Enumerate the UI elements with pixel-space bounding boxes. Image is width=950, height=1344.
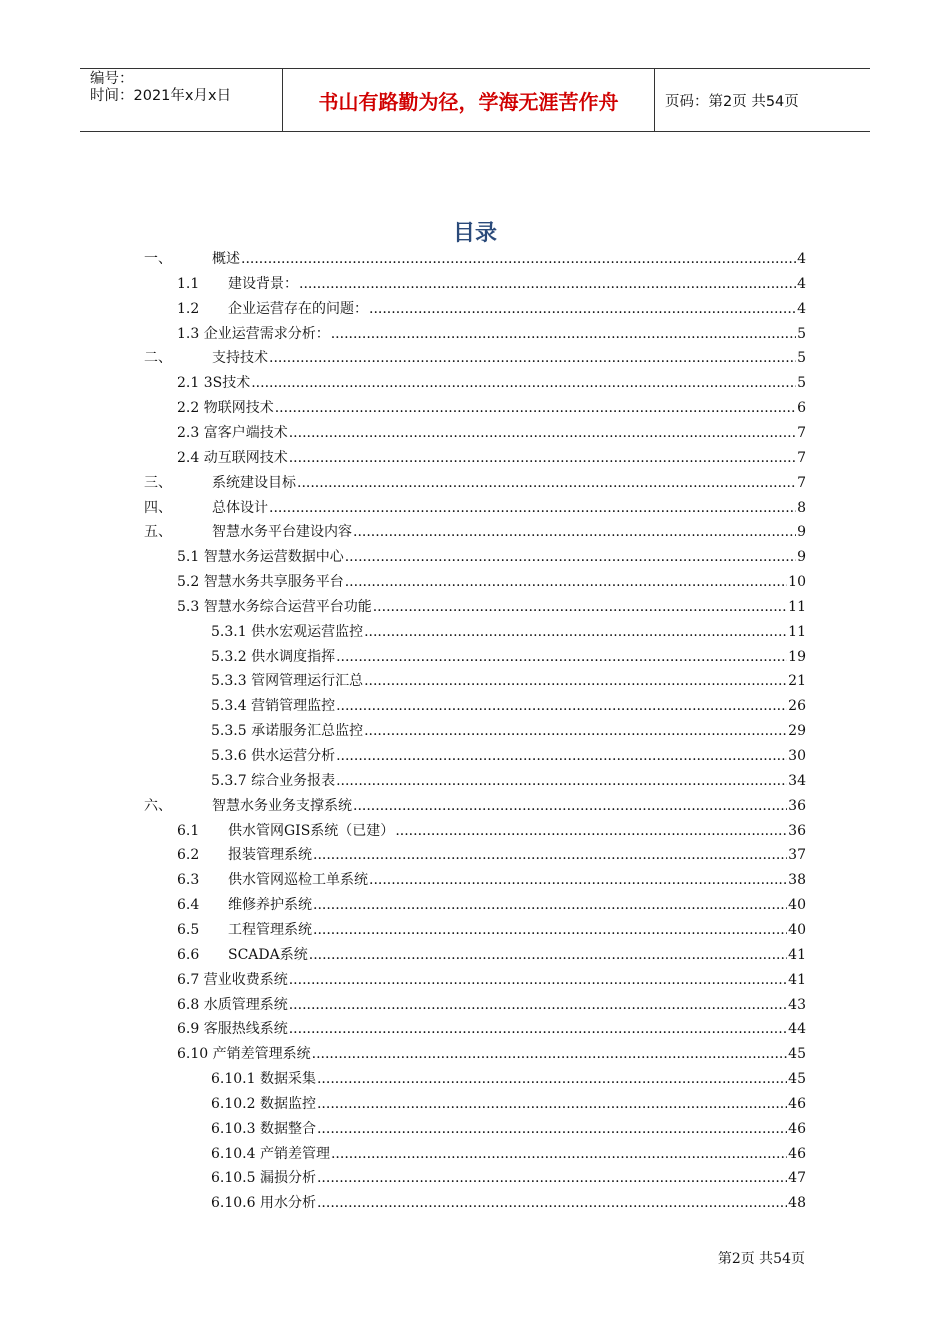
toc-dot-leader — [317, 1117, 787, 1141]
toc-entry[interactable] — [177, 819, 806, 843]
toc-dot-leader — [299, 272, 796, 296]
toc-dot-leader — [313, 843, 787, 867]
toc-entry-label: 5.3.1 供水宏观运营监控 — [211, 623, 364, 640]
toc-entry-page: 45 — [788, 1071, 806, 1088]
toc-entry-label: 5.3.3 管网管理运行汇总 — [211, 673, 364, 690]
toc-entry[interactable] — [177, 570, 806, 594]
toc-entry-page: 46 — [788, 1095, 806, 1112]
toc-entry[interactable] — [177, 893, 806, 917]
toc-entry[interactable] — [177, 421, 806, 445]
toc-dot-leader — [269, 346, 796, 370]
toc-entry-label: 5.3.2 供水调度指挥 — [211, 648, 336, 665]
header-meta — [80, 69, 282, 131]
toc-entry-label: 概述 — [212, 251, 240, 267]
toc-entry[interactable] — [177, 993, 806, 1017]
toc-dot-leader — [369, 297, 796, 321]
toc-entry-number: 6.5 — [177, 921, 200, 938]
toc-dot-leader — [317, 1092, 787, 1116]
toc-dot-leader — [289, 421, 796, 445]
toc-entry-label: 5.3.6 供水运营分析 — [211, 748, 336, 764]
toc-entry[interactable] — [177, 322, 806, 346]
toc-entry-label: SCADA系统 — [228, 946, 308, 963]
header-page-info: 页码：第2页 共54页 — [665, 93, 799, 110]
toc-entry[interactable] — [211, 769, 806, 793]
toc-entry-number: 1.2 — [177, 300, 200, 317]
toc-entry-label: 建设背景： — [228, 275, 298, 292]
toc-entry-label: 企业运营存在的问题： — [228, 300, 368, 317]
toc-dot-leader — [364, 620, 787, 644]
toc-dot-leader — [313, 893, 787, 917]
toc-entry-number: 五、 — [144, 524, 172, 541]
toc-entry[interactable] — [144, 471, 806, 495]
toc-dot-leader — [331, 1142, 787, 1166]
toc-entry-page: 40 — [788, 921, 806, 938]
toc-dot-leader — [317, 1191, 787, 1215]
toc-entry-page: 30 — [788, 748, 806, 764]
toc-entry-label: 6.10.6 用水分析 — [211, 1195, 316, 1212]
toc-entry-label: 6.10.2 数据监控 — [211, 1095, 316, 1112]
toc-dot-leader — [289, 993, 787, 1017]
toc-dot-leader — [269, 496, 796, 520]
toc-entry-page: 41 — [788, 971, 806, 988]
toc-dot-leader — [336, 744, 787, 768]
toc-dot-leader — [289, 446, 796, 470]
toc-entry[interactable] — [177, 918, 806, 942]
toc-entry-label: 6.10.3 数据整合 — [211, 1120, 316, 1137]
toc-entry-label: 1.3 企业运营需求分析： — [177, 325, 330, 342]
toc-entry-label: 5.3 智慧水务综合运营平台功能 — [177, 598, 372, 615]
toc-entry[interactable] — [211, 1142, 806, 1166]
toc-entry-page: 41 — [788, 946, 806, 963]
toc-entry-page: 4 — [797, 300, 806, 317]
toc-entry[interactable] — [144, 496, 806, 520]
header-code-label: 编号： — [90, 71, 134, 87]
toc-dot-leader — [345, 570, 787, 594]
toc-entry-label: 6.10.5 漏损分析 — [211, 1170, 316, 1187]
toc-entry-label: 5.3.5 承诺服务汇总监控 — [211, 723, 364, 740]
toc-entry[interactable] — [144, 247, 806, 271]
toc-entry-label: 2.3 富客户端技术 — [177, 424, 288, 441]
toc-entry-page: 7 — [797, 424, 806, 441]
toc-entry-page: 47 — [788, 1170, 806, 1187]
toc-entry-label: 6.10.1 数据采集 — [211, 1071, 316, 1088]
toc-entry-label: 报装管理系统 — [228, 847, 312, 864]
toc-entry[interactable] — [211, 694, 806, 718]
toc-entry-label: 支持技术 — [212, 350, 268, 367]
toc-entry-label: 2.1 3S技术 — [177, 375, 251, 392]
toc-entry-page: 26 — [788, 698, 806, 715]
toc-entry-page: 7 — [797, 474, 806, 491]
toc-entry[interactable] — [177, 297, 806, 321]
toc-entry[interactable] — [177, 595, 806, 619]
toc-entry-page: 45 — [788, 1046, 806, 1063]
toc-entry-label: 5.3.4 营销管理监控 — [211, 698, 336, 715]
toc-entry-number: 6.6 — [177, 946, 200, 963]
toc-entry-page: 46 — [788, 1120, 806, 1137]
toc-entry-number: 六、 — [144, 797, 172, 814]
toc-entry[interactable] — [211, 669, 806, 693]
toc-entry-page: 46 — [788, 1145, 806, 1162]
toc-dot-leader — [369, 868, 787, 892]
toc-entry[interactable] — [177, 545, 806, 569]
toc-entry-label: 6.8 水质管理系统 — [177, 996, 288, 1013]
toc-entry-number: 6.1 — [177, 822, 200, 839]
toc-dot-leader — [289, 968, 787, 992]
toc-entry[interactable] — [211, 1092, 806, 1116]
toc-entry[interactable] — [144, 794, 806, 818]
toc-entry-page: 9 — [797, 524, 806, 541]
toc-entry[interactable] — [177, 868, 806, 892]
toc-entry-page: 11 — [788, 598, 806, 615]
header-motto: 书山有路勤为径，学海无涯苦作舟 — [282, 69, 655, 131]
toc-entry-label: 系统建设目标 — [212, 474, 296, 491]
toc-entry-page: 43 — [788, 996, 806, 1013]
toc-dot-leader — [241, 247, 796, 271]
toc-entry-page: 36 — [788, 822, 806, 839]
toc-entry-page: 40 — [788, 897, 806, 914]
toc-entry-label: 6.9 客服热线系统 — [177, 1021, 288, 1038]
toc-entry[interactable] — [177, 396, 806, 420]
toc-entry-page: 4 — [797, 275, 806, 292]
toc-entry-label: 供水管网GIS系统（已建） — [228, 822, 395, 839]
toc-dot-leader — [297, 471, 796, 495]
toc-dot-leader — [336, 769, 787, 793]
toc-dot-leader — [289, 1017, 787, 1041]
toc-dot-leader — [345, 545, 796, 569]
toc-dot-leader — [373, 595, 787, 619]
toc-entry[interactable] — [211, 645, 806, 669]
toc-entry-page: 6 — [797, 400, 806, 417]
toc-entry[interactable] — [211, 1117, 806, 1141]
toc-entry-number: 三、 — [144, 474, 172, 491]
toc-entry-page: 7 — [797, 449, 806, 466]
toc-entry-number: 6.2 — [177, 847, 200, 864]
toc-entry-number: 一、 — [144, 251, 172, 267]
toc-entry-label: 6.10 产销差管理系统 — [177, 1046, 311, 1063]
toc-entry-number: 6.3 — [177, 872, 200, 889]
toc-dot-leader — [331, 322, 796, 346]
toc-title: 目录 — [452, 221, 497, 246]
toc-dot-leader — [353, 520, 796, 544]
toc-entry-label: 维修养护系统 — [228, 897, 312, 914]
header-time-label: 时间：2021年x月x日 — [90, 88, 232, 104]
toc-entry-page: 10 — [788, 574, 806, 591]
toc-entry-page: 37 — [788, 847, 806, 864]
toc-dot-leader — [251, 371, 796, 395]
toc-entry-page: 44 — [788, 1021, 806, 1038]
toc-entry[interactable] — [211, 744, 806, 768]
toc-entry[interactable] — [211, 1067, 806, 1091]
toc-entry-page: 38 — [788, 872, 806, 889]
toc-entry-number: 1.1 — [177, 275, 200, 292]
toc-entry[interactable] — [177, 371, 806, 395]
toc-entry-label: 6.10.4 产销差管理 — [211, 1145, 330, 1162]
toc-dot-leader — [336, 645, 787, 669]
toc-entry-label: 工程管理系统 — [228, 921, 312, 938]
toc-dot-leader — [312, 1042, 788, 1066]
toc-entry-label: 智慧水务平台建设内容 — [212, 524, 352, 541]
toc-entry-label: 5.2 智慧水务共享服务平台 — [177, 574, 344, 591]
page-footer: 第2页 共54页 — [717, 1251, 805, 1267]
toc-entry[interactable] — [177, 1042, 806, 1066]
toc-entry-label: 5.3.7 综合业务报表 — [211, 772, 336, 789]
toc-entry-page: 34 — [788, 772, 806, 789]
toc-entry[interactable] — [144, 520, 806, 544]
toc-entry-page: 4 — [797, 251, 806, 267]
toc-dot-leader — [317, 1166, 787, 1190]
toc-dot-leader — [313, 918, 787, 942]
toc-entry-number: 四、 — [144, 499, 172, 516]
toc-dot-leader — [309, 943, 787, 967]
toc-dot-leader — [336, 694, 787, 718]
toc-entry-page: 5 — [797, 325, 806, 342]
toc-entry-label: 2.2 物联网技术 — [177, 400, 274, 417]
toc-entry-page: 19 — [788, 648, 806, 665]
toc-entry-label: 智慧水务业务支撑系统 — [212, 797, 352, 814]
toc-entry-page: 9 — [797, 549, 806, 566]
toc-entry-label: 供水管网巡检工单系统 — [228, 872, 368, 889]
toc-entry-page: 5 — [797, 375, 806, 392]
toc-entry-number: 二、 — [144, 350, 172, 367]
toc-entry[interactable] — [177, 968, 806, 992]
toc-entry[interactable] — [211, 1191, 806, 1215]
toc-entry[interactable] — [177, 272, 806, 296]
toc-entry-page: 48 — [788, 1195, 806, 1212]
toc-entry[interactable] — [177, 1017, 806, 1041]
toc-dot-leader — [275, 396, 796, 420]
page-header — [80, 68, 870, 132]
toc-entry[interactable] — [211, 1166, 806, 1190]
toc-dot-leader — [364, 669, 787, 693]
toc-entry-page: 5 — [797, 350, 806, 367]
toc-entry[interactable] — [211, 620, 806, 644]
toc-entry-label: 总体设计 — [212, 499, 268, 516]
toc-dot-leader — [317, 1067, 787, 1091]
toc-entry-label: 6.7 营业收费系统 — [177, 971, 288, 988]
toc-entry[interactable] — [211, 719, 806, 743]
toc-dot-leader — [364, 719, 787, 743]
toc-entry-label: 2.4 动互联网技术 — [177, 449, 288, 466]
toc-dot-leader — [395, 819, 787, 843]
toc-entry-page: 8 — [797, 499, 806, 516]
toc-entry-page: 21 — [788, 673, 806, 690]
toc-entry[interactable] — [177, 943, 806, 967]
toc-entry-page: 36 — [788, 797, 806, 814]
toc-entry-number: 6.4 — [177, 897, 200, 914]
toc-entry-label: 5.1 智慧水务运营数据中心 — [177, 549, 344, 566]
toc-entry[interactable] — [177, 843, 806, 867]
toc-entry-page: 11 — [788, 623, 806, 640]
toc-dot-leader — [353, 794, 787, 818]
toc-entry[interactable] — [177, 446, 806, 470]
toc-entry[interactable] — [144, 346, 806, 370]
toc-entry-page: 29 — [788, 723, 806, 740]
